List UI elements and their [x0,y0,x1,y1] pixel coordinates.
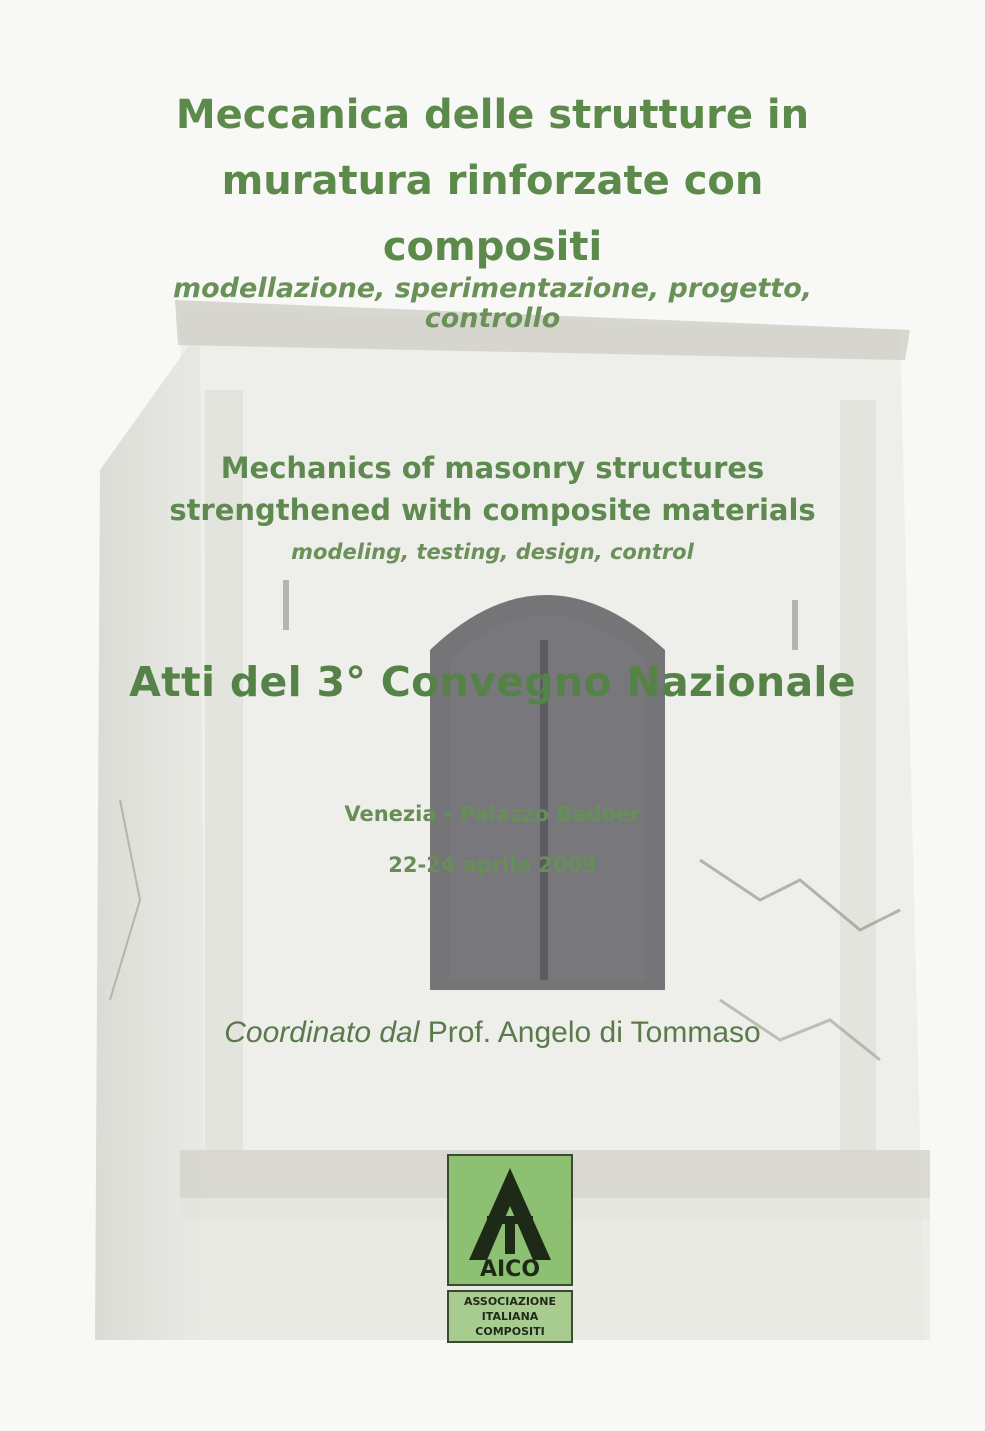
title-english-line: Mechanics of masonry structures [220,451,765,485]
title-italian-line: muratura rinforzate con [221,158,764,204]
title-italian-line: compositi [382,224,603,270]
aico-logo [447,1154,573,1346]
coordinator-prefix: Coordinato dal [224,1016,420,1049]
proceedings-title: Atti del 3° Convegno Nazionale [129,658,856,706]
logo-name-line: ITALIANA [481,1310,539,1323]
aico-logo-mark [447,1154,573,1286]
title-italian-line: Meccanica delle strutture in [175,92,810,138]
logo-name [447,1290,573,1343]
coordinator [0,1016,985,1050]
subtitle-italian-line: controllo [424,303,561,334]
logo-name-line: ASSOCIAZIONE [463,1295,557,1308]
subtitle-english: modeling, testing, design, control [291,540,694,564]
logo-acronym: AICO [479,1257,541,1282]
coordinator-name: Prof. Angelo di Tommaso [427,1016,761,1049]
title-english-line: strengthened with composite materials [169,493,816,527]
title-italian [0,82,985,280]
subtitle-italian-line: modellazione, sperimentazione, progetto, [173,273,812,304]
conference-date: 22-24 aprile 2009 [388,853,597,877]
venue: Venezia - Palazzo Badoer [344,802,641,826]
subtitle-italian [0,274,985,334]
title-english [0,447,985,531]
logo-name-line: COMPOSITI [475,1325,545,1338]
